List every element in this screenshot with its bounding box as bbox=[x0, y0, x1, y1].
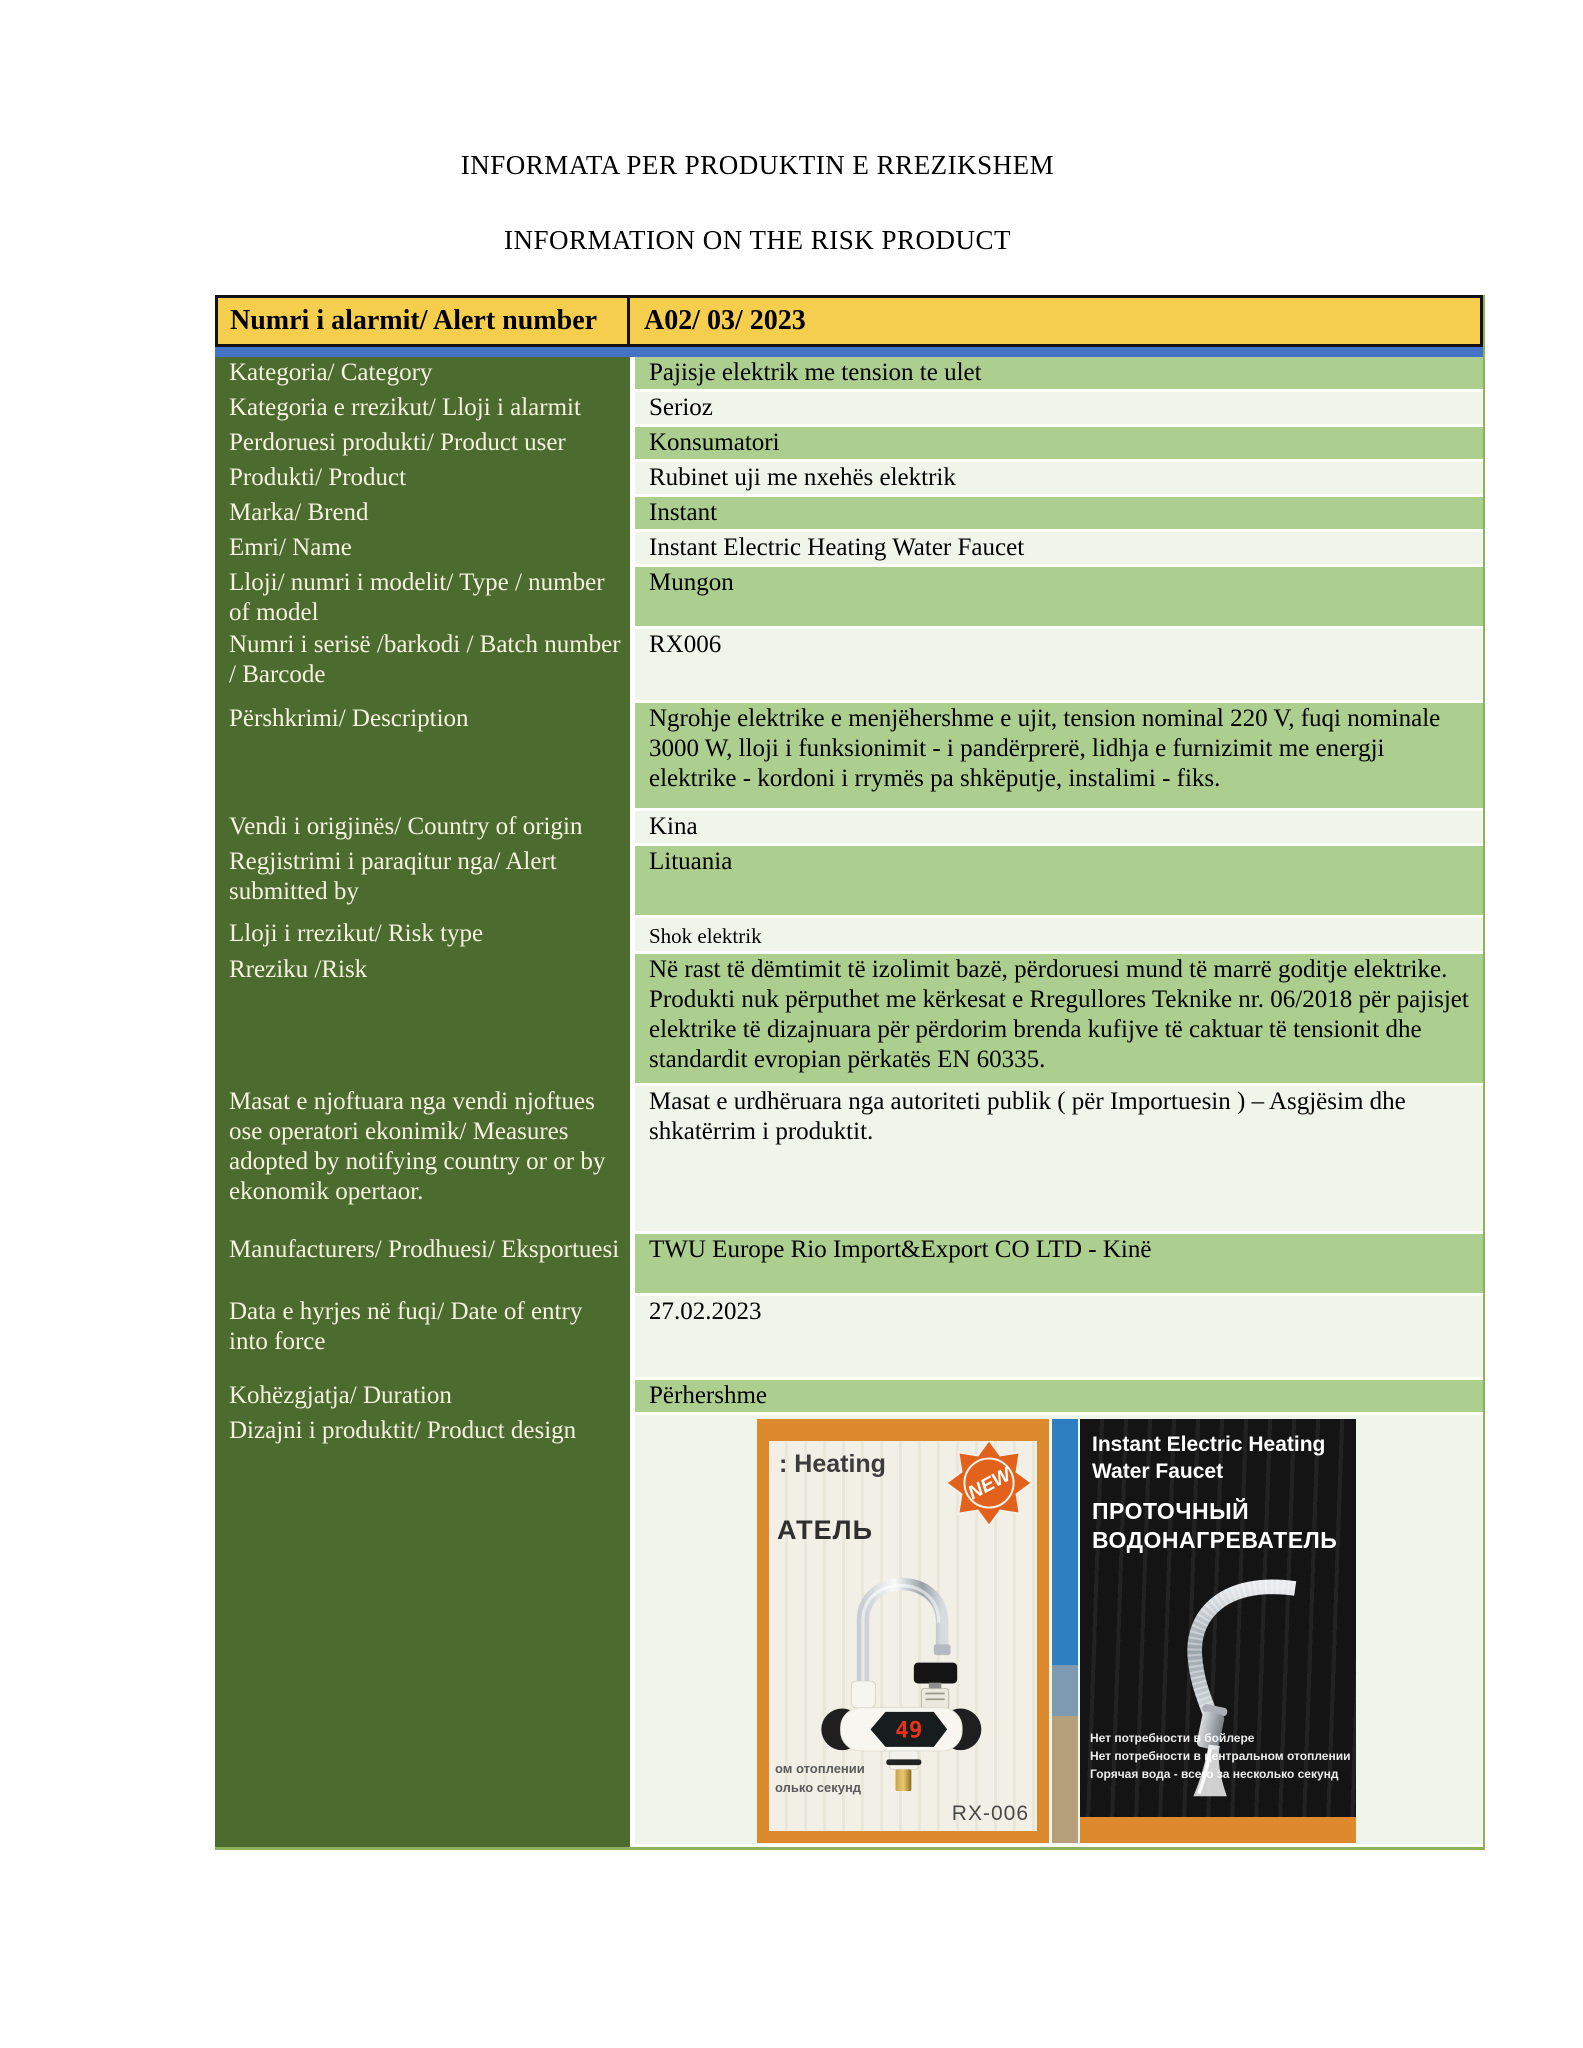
table-row bbox=[215, 846, 1483, 918]
table-row bbox=[215, 629, 1483, 703]
row-value: TWU Europe Rio Import&Export CO LTD - Kinë bbox=[630, 1234, 1483, 1296]
table-row bbox=[215, 462, 1483, 497]
row-label: Regjistrimi i paraqitur nga/ Alert submitted by bbox=[215, 846, 630, 918]
feature-line1: Нет потребности в бойлере bbox=[1090, 1731, 1255, 1745]
risk-product-table bbox=[215, 295, 1485, 1850]
row-label: Perdoruesi produkti/ Product user bbox=[215, 427, 630, 462]
table-row bbox=[215, 1234, 1483, 1296]
table-row bbox=[215, 532, 1483, 567]
row-value: Përhershme bbox=[630, 1380, 1483, 1415]
table-row bbox=[215, 427, 1483, 462]
box-bottom-text bbox=[775, 1759, 865, 1797]
row-label: Manufacturers/ Prodhuesi/ Eksportuesi bbox=[215, 1234, 630, 1296]
table-row bbox=[215, 357, 1483, 392]
table-row bbox=[215, 497, 1483, 532]
page-title: INFORMATA PER PRODUKTIN E RREZIKSHEM bbox=[460, 150, 1055, 180]
table-row bbox=[215, 1296, 1483, 1380]
row-value: RX006 bbox=[630, 629, 1483, 703]
row-label: Data e hyrjes në fuqi/ Date of entry into force bbox=[215, 1296, 630, 1380]
package-feature-list bbox=[1090, 1729, 1350, 1783]
row-label: Dizajni i produktit/ Product design bbox=[215, 1415, 630, 1847]
row-value: 27.02.2023 bbox=[630, 1296, 1483, 1380]
package-subtitle-line1: ПРОТОЧНЫЙ bbox=[1092, 1498, 1250, 1524]
row-label: Emri/ Name bbox=[215, 532, 630, 567]
feature-line2: Нет потребности в центральном отоплении bbox=[1090, 1749, 1351, 1763]
product-photos bbox=[757, 1419, 1356, 1843]
box-russian-text: АТЕЛЬ bbox=[777, 1515, 874, 1545]
product-photo-left-box bbox=[757, 1419, 1049, 1843]
table-body bbox=[215, 357, 1483, 1415]
row-label: Produkti/ Product bbox=[215, 462, 630, 497]
feature-line3: Горячая вода - всего за несколько секунд bbox=[1090, 1767, 1339, 1781]
row-value: Masat e urdhëruara nga autoriteti publik ( për Importuesin ) – Asgjësim dhe shkatërrim i produktit. bbox=[630, 1086, 1483, 1234]
row-label: Kategoria e rrezikut/ Lloji i alarmit bbox=[215, 392, 630, 427]
table-row bbox=[215, 954, 1483, 1086]
table-row bbox=[215, 811, 1483, 846]
model-number-text: RX-006 bbox=[951, 1802, 1029, 1825]
package-title-line1: Instant Electric Heating bbox=[1092, 1433, 1326, 1456]
black-package-front bbox=[1080, 1419, 1356, 1817]
table-row bbox=[215, 1086, 1483, 1234]
table-row bbox=[215, 392, 1483, 427]
row-label: Përshkrimi/ Description bbox=[215, 703, 630, 811]
row-label: Masat e njoftuara nga vendi njoftues ose operatori ekonimik/ Measures adopted by notifying country or or by ekonomik opertaor. bbox=[215, 1086, 630, 1234]
table-row-product-design bbox=[215, 1415, 1483, 1847]
row-value: Rubinet uji me nxehës elektrik bbox=[630, 462, 1483, 497]
row-value: Mungon bbox=[630, 567, 1483, 629]
row-value: Shok elektrik bbox=[630, 918, 1483, 954]
row-value: Instant Electric Heating Water Faucet bbox=[630, 532, 1483, 567]
new-badge-text: NEW bbox=[964, 1463, 1015, 1505]
alert-number-value: A02/ 03/ 2023 bbox=[644, 305, 806, 336]
box-bottom-line1: ом отоплении bbox=[775, 1761, 865, 1776]
product-photo-right-box bbox=[1080, 1419, 1356, 1843]
row-label: Numri i serisë /barkodi / Batch number / Barcode bbox=[215, 629, 630, 703]
row-label: Lloji/ numri i modelit/ Type / number of model bbox=[215, 567, 630, 629]
row-label: Lloji i rrezikut/ Risk type bbox=[215, 918, 630, 954]
photo-background-strip bbox=[1052, 1419, 1078, 1843]
table-row bbox=[215, 703, 1483, 811]
row-value: Në rast të dëmtimit të izolimit bazë, përdoruesi mund të marrë goditje elektrike. Produkti nuk përputhet me kërkesat e Rregullores Teknike nr. 06/2018 për pajisjet elektrike të dizajnuara për përdorim brenda kufijve të caktuar të tensionit dhe standardit evropian përkatës EN 60335. bbox=[630, 954, 1483, 1086]
table-row bbox=[215, 918, 1483, 954]
row-value: Ngrohje elektrike e menjëhershme e ujit, tension nominal 220 V, fuqi nominale 3000 W, lloji i funksionimit - i pandërprerë, lidhja e furnizimit me energji elektrike - kordoni i rrymës pa shkëputje, instalimi - fiks. bbox=[630, 703, 1483, 811]
row-label: Rreziku /Risk bbox=[215, 954, 630, 1086]
row-value: Pajisje elektrik me tension te ulet bbox=[630, 357, 1483, 392]
table-row bbox=[215, 567, 1483, 629]
page-subtitle: INFORMATION ON THE RISK PRODUCT bbox=[503, 225, 1012, 255]
new-badge-icon bbox=[943, 1437, 1035, 1529]
header-accent-band bbox=[215, 347, 1483, 357]
row-label: Marka/ Brend bbox=[215, 497, 630, 532]
alert-number-label: Numri i alarmit/ Alert number bbox=[218, 298, 630, 344]
row-label: Kohëzgjatja/ Duration bbox=[215, 1380, 630, 1415]
row-value: Konsumatori bbox=[630, 427, 1483, 462]
row-value: Lituania bbox=[630, 846, 1483, 918]
table-header-row bbox=[215, 295, 1483, 347]
row-value: Serioz bbox=[630, 392, 1483, 427]
row-label: Kategoria/ Category bbox=[215, 357, 630, 392]
box-bottom-line2: олько секунд bbox=[775, 1780, 862, 1795]
package-title-line2: Water Faucet bbox=[1092, 1460, 1224, 1483]
box-heating-text: : Heating bbox=[779, 1450, 886, 1478]
row-value: Instant bbox=[630, 497, 1483, 532]
temperature-display: 49 bbox=[895, 1717, 923, 1744]
table-row bbox=[215, 1380, 1483, 1415]
document-titles bbox=[215, 150, 1300, 256]
row-label: Vendi i origjinës/ Country of origin bbox=[215, 811, 630, 846]
row-value: Kina bbox=[630, 811, 1483, 846]
package-subtitle-line2: ВОДОНАГРЕВАТЕЛЬ bbox=[1092, 1527, 1338, 1553]
product-design-cell bbox=[630, 1415, 1483, 1847]
package-orange-edge bbox=[1080, 1817, 1356, 1843]
